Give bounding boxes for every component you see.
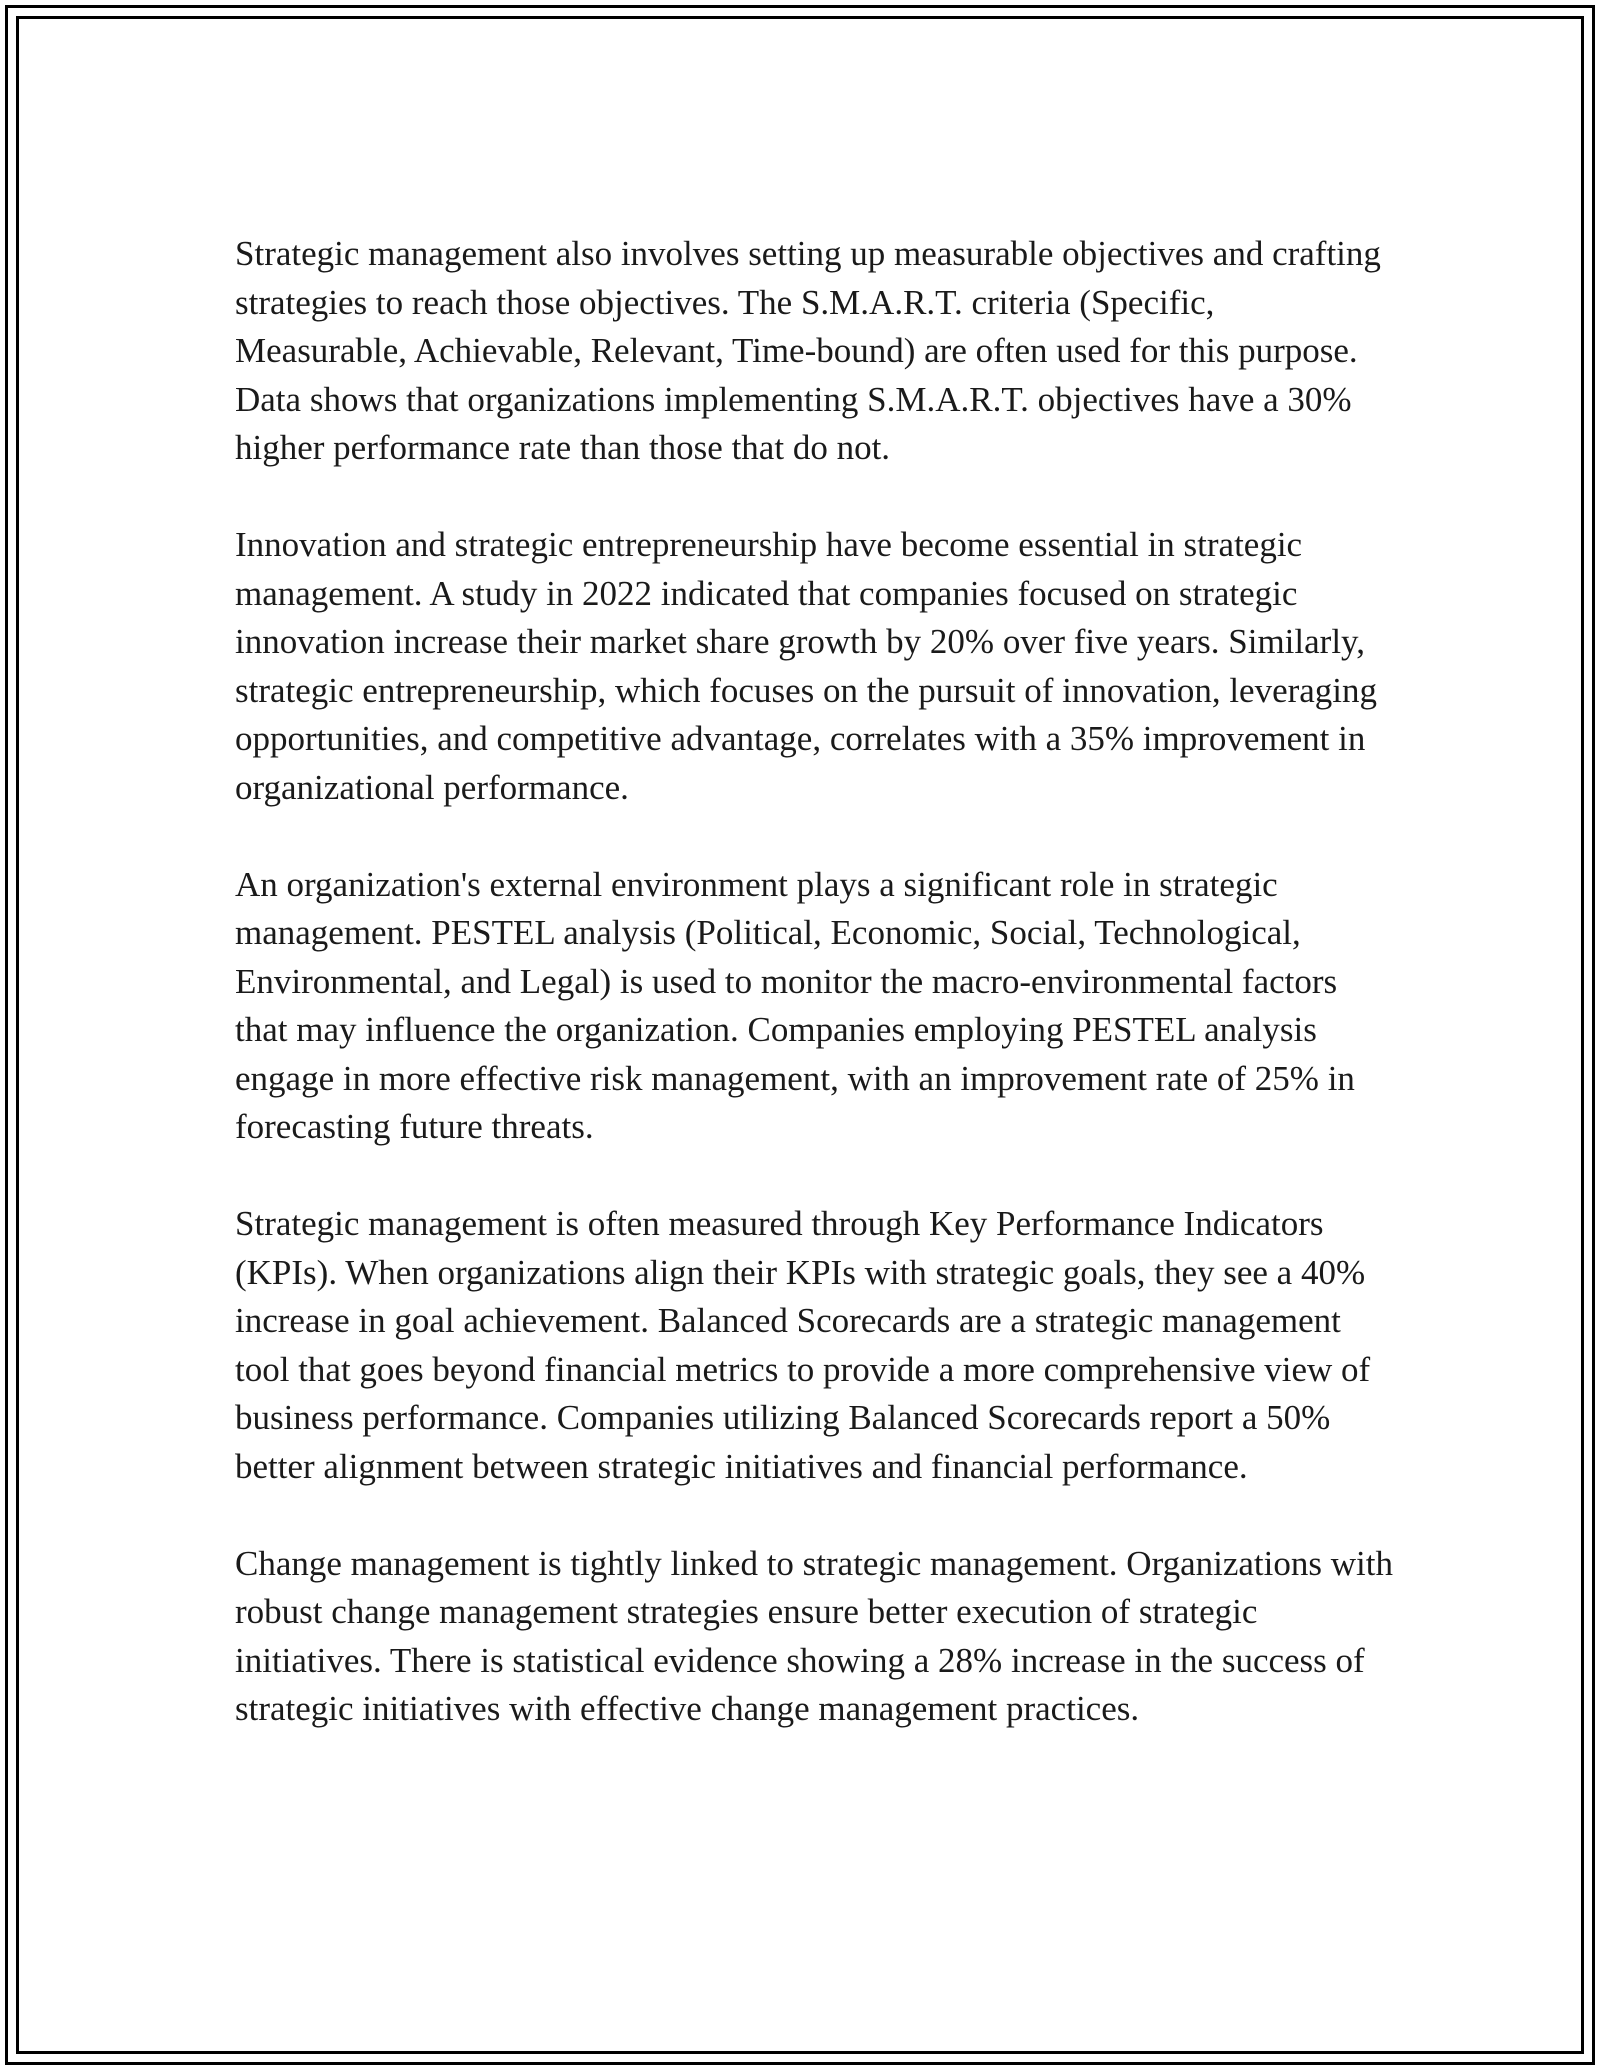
document-body [235,230,1395,1782]
paragraph-innovation: Innovation and strategic entrepreneurship have become essential in strategic management. A study in 2022 indicated that companies focused on strategic innovation increase their market share growth by 20% over five years. Similarly, strategic entrepreneurship, which focuses on the pursuit of innovation, leveraging opportunities, and competitive advantage, correlates with a 35% improvement in organizational performance. [235,525,1378,807]
paragraph-change-management: Change management is tightly linked to strategic management. Organizations with robust change management strategies ensure better execution of strategic initiatives. There is statistical evidence showing a 28% increase in the success of strategic initiatives with effective change management practices. [235,1543,1393,1728]
paragraph-kpis: Strategic management is often measured through Key Performance Indicators (KPIs). When organizations align their KPIs with strategic goals, they see a 40% increase in goal achievement. Balanced Scorecards are a strategic management tool that goes beyond financial metrics to provide a more comprehensive view of business performance. Companies utilizing Balanced Scorecards report a 50% better alignment between strategic initiatives and financial performance. [235,1204,1371,1486]
paragraph-smart-objectives: Strategic management also involves setting up measurable objectives and crafting strategies to reach those objectives. The S.M.A.R.T. criteria (Specific, Measurable, Achievable, Relevant, Time-bound) are often used for this purpose. Data shows that organizations implementing S.M.A.R.T. objectives have a 30% higher performance rate than those that do not. [235,234,1381,467]
paragraph-pestel: An organization's external environment plays a significant role in strategic management. PESTEL analysis (Political, Economic, Social, Technological, Environmental, and Legal) is used to monitor the macro-environmental factors that may influence the organization. Companies employing PESTEL analysis engage in more effective risk management, with an improvement rate of 25% in forecasting future threats. [235,864,1355,1146]
